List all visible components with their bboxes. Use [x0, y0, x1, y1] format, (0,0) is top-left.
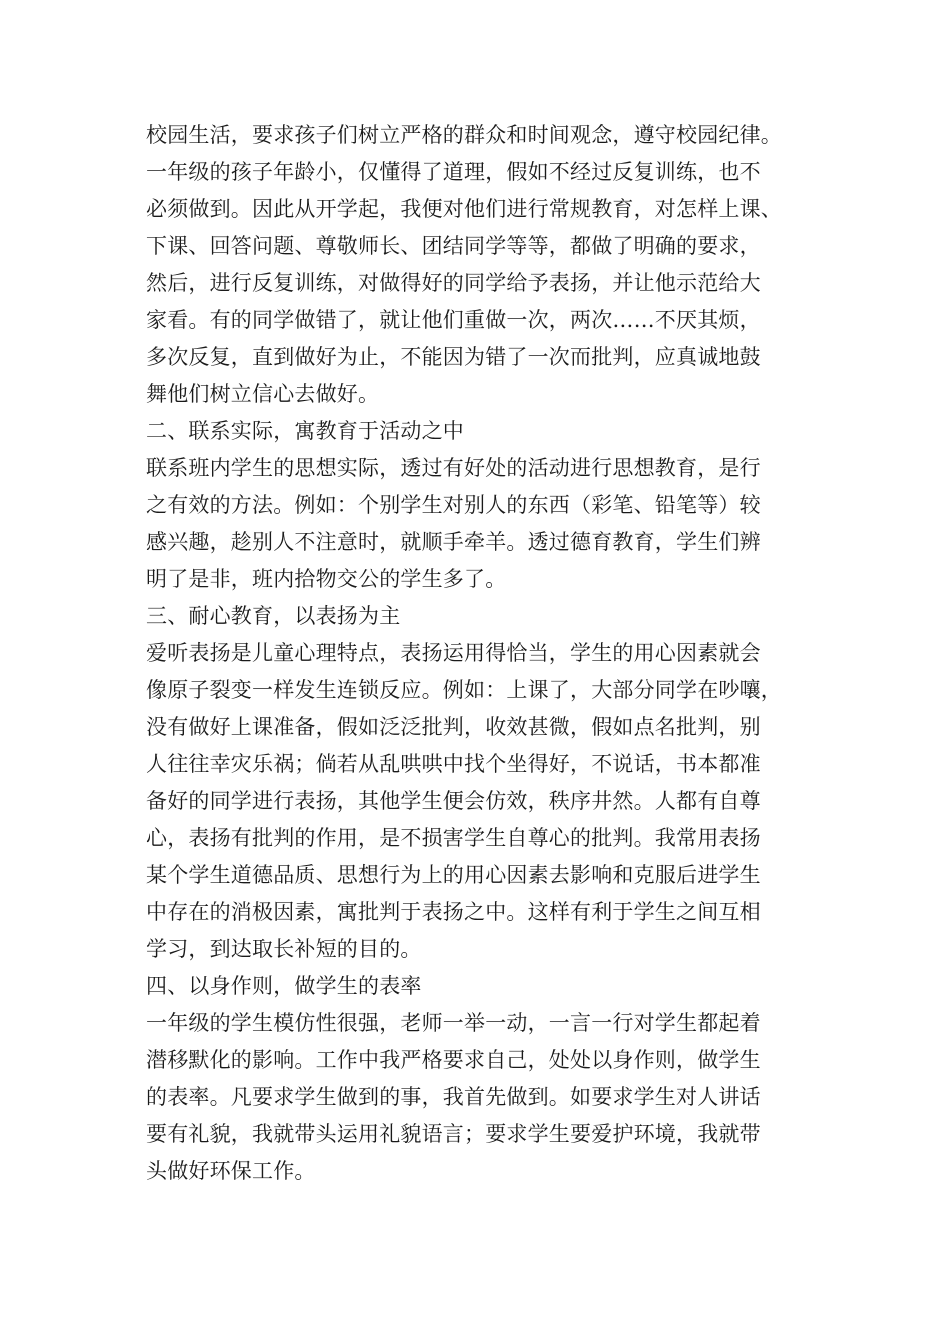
text-line: 下课、回答问题、尊敬师长、团结同学等等，都做了明确的要求，: [146, 234, 761, 258]
text-line: 爱听表扬是儿童心理特点，表扬运用得恰当，学生的用心因素就会: [146, 641, 761, 665]
text-line: 某个学生道德品质、思想行为上的用心因素去影响和克服后进学生: [146, 863, 761, 887]
text-line: 学习，到达取长补短的目的。: [146, 937, 422, 961]
section-heading: 二、联系实际，寓教育于活动之中: [146, 419, 464, 443]
text-line: 多次反复，直到做好为止，不能因为错了一次而批判，应真诚地鼓: [146, 345, 761, 369]
text-line: 一年级的学生模仿性很强，老师一举一动，一言一行对学生都起着: [146, 1011, 761, 1035]
text-line: 像原子裂变一样发生连锁反应。例如：上课了，大部分同学在吵嚷，: [146, 678, 782, 702]
document-body: [146, 117, 826, 1190]
text-line: 家看。有的同学做错了，就让他们重做一次，两次……不厌其烦，: [146, 308, 761, 332]
text-line: 必须做到。因此从开学起，我便对他们进行常规教育，对怎样上课、: [146, 197, 782, 221]
text-line: 然后，进行反复训练，对做得好的同学给予表扬，并让他示范给大: [146, 271, 761, 295]
text-line: 心，表扬有批判的作用，是不损害学生自尊心的批判。我常用表扬: [146, 826, 761, 850]
text-line: 潜移默化的影响。工作中我严格要求自己，处处以身作则，做学生: [146, 1048, 761, 1072]
text-line: 舞他们树立信心去做好。: [146, 382, 380, 406]
text-line: 一年级的孩子年龄小，仅懂得了道理，假如不经过反复训练，也不: [146, 160, 761, 184]
text-line: 要有礼貌，我就带头运用礼貌语言；要求学生要爱护环境，我就带: [146, 1122, 761, 1146]
text-line: 没有做好上课准备，假如泛泛批判，收效甚微，假如点名批判，别: [146, 715, 761, 739]
section-heading: 三、耐心教育，以表扬为主: [146, 604, 401, 628]
text-line: 中存在的消极因素，寓批判于表扬之中。这样有利于学生之间互相: [146, 900, 761, 924]
text-line: 的表率。凡要求学生做到的事，我首先做到。如要求学生对人讲话: [146, 1085, 761, 1109]
section-heading: 四、以身作则，做学生的表率: [146, 974, 422, 998]
text-line: 之有效的方法。例如：个别学生对别人的东西（彩笔、铅笔等）较: [146, 493, 761, 517]
text-line: 联系班内学生的思想实际，透过有好处的活动进行思想教育，是行: [146, 456, 761, 480]
text-line: 头做好环保工作。: [146, 1159, 316, 1183]
text-line: 校园生活，要求孩子们树立严格的群众和时间观念，遵守校园纪律。: [146, 123, 782, 147]
text-line: 明了是非，班内拾物交公的学生多了。: [146, 567, 507, 591]
text-line: 感兴趣，趁别人不注意时，就顺手牵羊。透过德育教育，学生们辨: [146, 530, 761, 554]
text-line: 备好的同学进行表扬，其他学生便会仿效，秩序井然。人都有自尊: [146, 789, 761, 813]
text-line: 人往往幸灾乐祸；倘若从乱哄哄中找个坐得好，不说话，书本都准: [146, 752, 761, 776]
